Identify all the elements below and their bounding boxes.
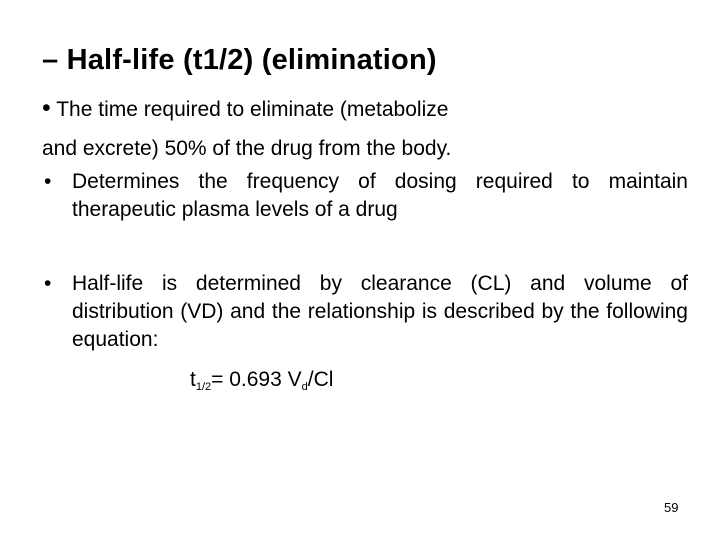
- bullet-3: [44, 270, 688, 354]
- equation-t-subscript: 1/2: [195, 381, 212, 393]
- equation-t: t: [190, 368, 196, 391]
- half-life-equation: [190, 366, 333, 394]
- bullet-1-line-1: [42, 94, 448, 124]
- bullet-1-text-line-1: The time required to eliminate (metabolize: [56, 98, 449, 121]
- bullet-2-marker: •: [44, 170, 52, 193]
- bullet-3-text: Half-life is determined by clearance (CL) and volume of distribution (VD) and the relationship is described by the following equation:: [72, 272, 688, 351]
- bullet-3-marker: •: [44, 272, 52, 295]
- bullet-2-text: Determines the frequency of dosing required to maintain therapeutic plasma levels of a drug: [72, 170, 688, 221]
- equation-tail: /Cl: [307, 368, 334, 391]
- equation-v-subscript: d: [301, 381, 308, 393]
- slide-heading: – Half-life (t1/2) (elimination): [42, 44, 437, 76]
- equation-middle: = 0.693 V: [211, 368, 302, 391]
- bullet-1-marker: •: [42, 94, 51, 122]
- page-number: 59: [664, 500, 679, 515]
- bullet-1-line-2: and excrete) 50% of the drug from the body.: [42, 137, 452, 160]
- bullet-2: [44, 168, 688, 224]
